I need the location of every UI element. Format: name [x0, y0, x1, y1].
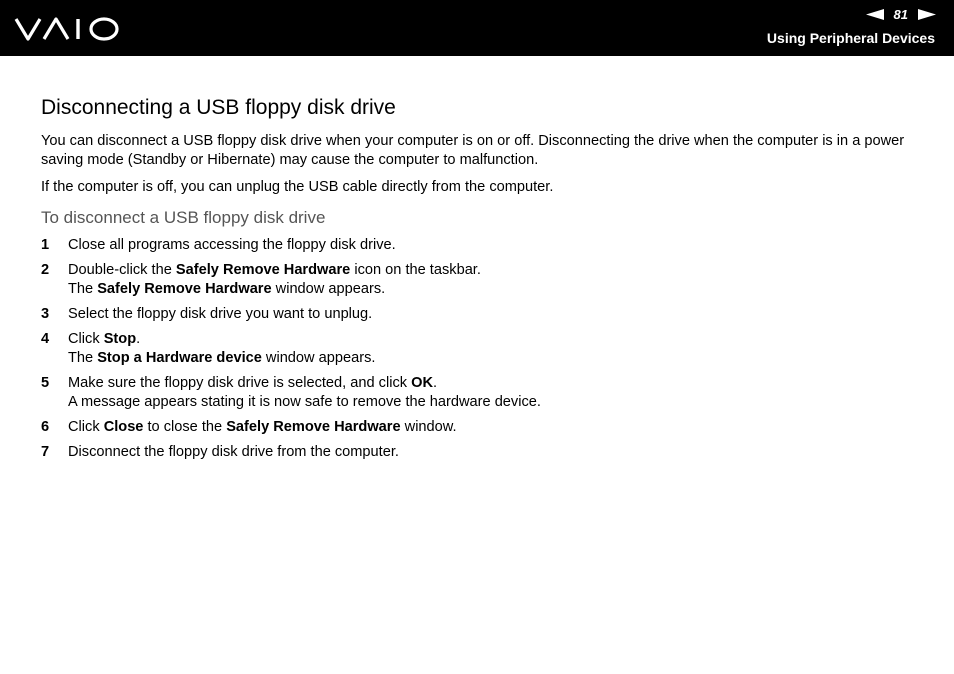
page-header	[0, 0, 954, 56]
steps-list	[41, 236, 917, 462]
step-number: 2	[41, 262, 50, 278]
step-item	[41, 418, 917, 437]
step-number: 7	[41, 444, 50, 460]
note-paragraph: If the computer is off, you can unplug the USB cable directly from the computer.	[41, 179, 554, 195]
page-content	[41, 94, 917, 468]
step-number: 5	[41, 375, 50, 391]
step-text: Double-click the Safely Remove Hardware icon on the taskbar. The Safely Remove Hardware window appears.	[68, 262, 481, 297]
step-number: 3	[41, 306, 50, 322]
page-number: 81	[893, 7, 908, 22]
step-number: 1	[41, 237, 50, 253]
intro-paragraph: You can disconnect a USB floppy disk drive when your computer is on or off. Disconnecting the drive when the computer is in a power saving mode (Standby or Hibernate) may cause the computer to malfunction.	[41, 133, 905, 168]
step-item	[41, 261, 917, 299]
procedure-heading: To disconnect a USB floppy disk drive	[41, 208, 326, 227]
vaio-logo-icon	[14, 14, 122, 44]
step-number: 4	[41, 331, 50, 347]
arrow-left-icon[interactable]	[866, 9, 884, 20]
step-item	[41, 374, 917, 412]
section-title: Using Peripheral Devices	[766, 30, 935, 46]
step-item	[41, 305, 917, 324]
step-number: 6	[41, 419, 50, 435]
step-text: Click Stop. The Stop a Hardware device window appears.	[68, 331, 376, 366]
page-navigation	[866, 7, 936, 22]
step-text: Make sure the floppy disk drive is selected, and click OK. A message appears stating it is now safe to remove the hardware device.	[68, 375, 541, 410]
arrow-right-icon[interactable]	[918, 9, 936, 20]
step-text: Disconnect the floppy disk drive from the computer.	[68, 444, 399, 460]
step-text: Click Close to close the Safely Remove Hardware window.	[68, 419, 457, 435]
page-title: Disconnecting a USB floppy disk drive	[41, 96, 396, 119]
step-item	[41, 443, 917, 462]
step-text: Select the floppy disk drive you want to unplug.	[68, 306, 373, 322]
step-text: Close all programs accessing the floppy disk drive.	[68, 237, 396, 253]
step-item	[41, 330, 917, 368]
step-item	[41, 236, 917, 255]
